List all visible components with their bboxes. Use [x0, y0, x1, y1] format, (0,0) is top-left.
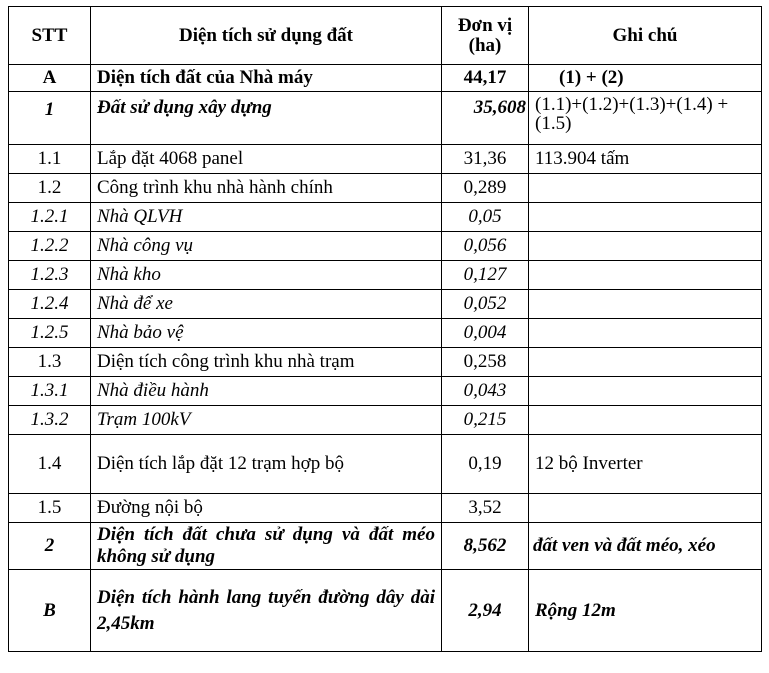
row-name: Nhà để xe	[91, 290, 442, 319]
row-note: 12 bộ Inverter	[529, 435, 762, 494]
row-value: 0,215	[442, 406, 529, 435]
row-value: 0,004	[442, 319, 529, 348]
table-row	[9, 494, 762, 523]
row-value: 0,289	[442, 174, 529, 203]
table-row	[9, 319, 762, 348]
row-stt: 1.2.1	[9, 203, 91, 232]
row-stt: 1	[9, 92, 91, 145]
row-note	[529, 261, 762, 290]
table-row	[9, 290, 762, 319]
table-row	[9, 232, 762, 261]
table-row	[9, 348, 762, 377]
row-stt: 1.4	[9, 435, 91, 494]
row-note	[529, 174, 762, 203]
row-note: đất ven và đất méo, xéo	[529, 523, 762, 570]
table-row	[9, 406, 762, 435]
row-stt: 2	[9, 523, 91, 570]
row-value: 44,17	[442, 65, 529, 92]
row-note: (1.1)+(1.2)+(1.3)+(1.4) +(1.5)	[529, 92, 762, 145]
row-name: Trạm 100kV	[91, 406, 442, 435]
row-name: Diện tích lắp đặt 12 trạm hợp bộ	[91, 435, 442, 494]
table-header-row	[9, 7, 762, 65]
row-name: Nhà kho	[91, 261, 442, 290]
table-row	[9, 203, 762, 232]
row-stt: 1.2.2	[9, 232, 91, 261]
row-note: 113.904 tấm	[529, 145, 762, 174]
row-stt: A	[9, 65, 91, 92]
row-name: Diện tích đất của Nhà máy	[91, 65, 442, 92]
row-value: 8,562	[442, 523, 529, 570]
table-row	[9, 65, 762, 92]
row-note	[529, 494, 762, 523]
row-stt: 1.3	[9, 348, 91, 377]
row-name: Nhà QLVH	[91, 203, 442, 232]
table-row	[9, 377, 762, 406]
row-name: Lắp đặt 4068 panel	[91, 145, 442, 174]
table-row	[9, 145, 762, 174]
row-value: 31,36	[442, 145, 529, 174]
row-name: Diện tích công trình khu nhà trạm	[91, 348, 442, 377]
row-value: 3,52	[442, 494, 529, 523]
table-row	[9, 570, 762, 652]
row-stt: 1.3.2	[9, 406, 91, 435]
row-note	[529, 290, 762, 319]
header-unit: Đơn vị (ha)	[442, 7, 529, 65]
row-name: Nhà công vụ	[91, 232, 442, 261]
row-name: Công trình khu nhà hành chính	[91, 174, 442, 203]
table-row	[9, 261, 762, 290]
table-row	[9, 92, 762, 145]
row-value: 0,056	[442, 232, 529, 261]
row-value: 0,05	[442, 203, 529, 232]
row-name: Diện tích đất chưa sử dụng và đất méo không sử dụng	[91, 523, 442, 570]
row-name: Diện tích hành lang tuyến đường dây dài 2,45km	[91, 570, 442, 652]
table-row	[9, 435, 762, 494]
row-note	[529, 232, 762, 261]
row-value: 0,258	[442, 348, 529, 377]
row-stt: 1.2.4	[9, 290, 91, 319]
row-value: 0,043	[442, 377, 529, 406]
row-stt: 1.2.3	[9, 261, 91, 290]
row-name: Đất sử dụng xây dựng	[91, 92, 442, 145]
row-value: 2,94	[442, 570, 529, 652]
row-value: 0,19	[442, 435, 529, 494]
row-stt: 1.2	[9, 174, 91, 203]
row-stt: 1.2.5	[9, 319, 91, 348]
row-note	[529, 406, 762, 435]
header-stt: STT	[9, 7, 91, 65]
row-value: 35,608	[442, 92, 529, 145]
row-stt: 1.5	[9, 494, 91, 523]
row-note: Rộng 12m	[529, 570, 762, 652]
row-name: Đường nội bộ	[91, 494, 442, 523]
row-stt: 1.1	[9, 145, 91, 174]
row-note	[529, 319, 762, 348]
row-stt: 1.3.1	[9, 377, 91, 406]
row-note	[529, 377, 762, 406]
row-note	[529, 203, 762, 232]
row-stt: B	[9, 570, 91, 652]
row-name: Nhà bảo vệ	[91, 319, 442, 348]
header-area: Diện tích sử dụng đất	[91, 7, 442, 65]
row-value: 0,052	[442, 290, 529, 319]
row-value: 0,127	[442, 261, 529, 290]
row-note: (1) + (2)	[529, 65, 762, 92]
header-note: Ghi chú	[529, 7, 762, 65]
row-name: Nhà điều hành	[91, 377, 442, 406]
table-row	[9, 174, 762, 203]
table-row	[9, 523, 762, 570]
row-note	[529, 348, 762, 377]
land-use-table	[8, 6, 762, 652]
